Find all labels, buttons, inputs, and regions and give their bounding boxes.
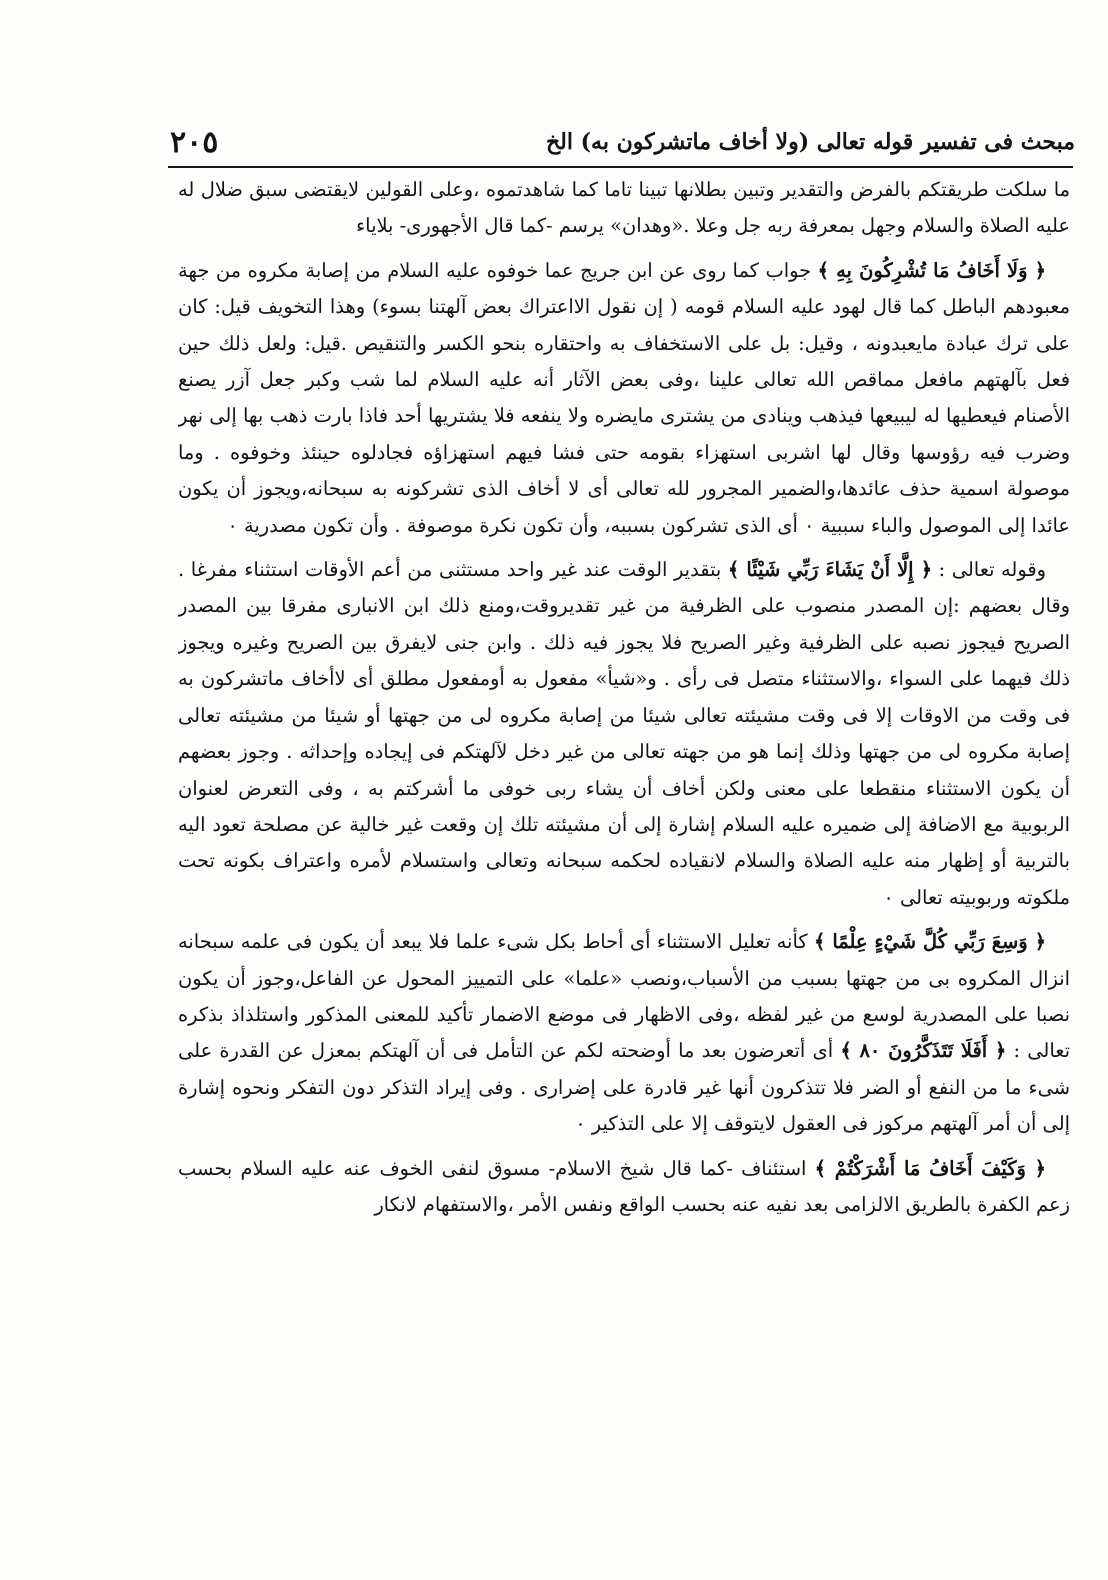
paragraph-text: استئناف -كما قال شيخ الاسلام- مسوق لنفى الخوف عنه عليه السلام بحسب زعم الكفرة بالطريق الالزامى بعد نفيه عنه بحسب الواقع ونفس الأمر ،والاستفهام لانكار (178, 1156, 1070, 1216)
paragraph-verse-commentary (178, 1151, 1070, 1224)
body-text (178, 172, 1070, 1552)
paragraph-text: كأنه تعليل الاستثناء أى أحاط بكل شىء علما فلا يبعد أن يكون فى علمه سبحانه انزال المكروه بى من جهتها بسبب من الأسباب،ونصب «علما» على التمييز المحول عن الفاعل،وجوز أن يكون نصبا على المصدرية لوسع من غير لفظه ،وفى الاظهار فى موضع الاضمار تأكيد للمعنى المذكور واستلذاذ بذكره تعالى : (178, 930, 1070, 1063)
quran-verse-quote: ﴿ وَلَا أَخَافُ مَا تُشْرِكُونَ بِهِ ﴾ (817, 258, 1046, 282)
paragraph-continuation (178, 172, 1070, 245)
quran-verse-quote: ﴿ أَفَلَا تَتَذَكَّرُونَ ٨٠ ﴾ (840, 1039, 1007, 1063)
paragraph-text: أى أتعرضون بعد ما أوضحته لكم عن التأمل فى أن آلهتكم بمعزل عن القدرة على شىء ما من النفع أو الضر فلا تتذكرون أنها غير قادرة على إضرارى . وفى إيراد التذكر دون التفكر ونحوه إشارة إلى أن أمر آلهتهم مركوز فى العقول لايتوقف إلا على التذكير ٠ (178, 1039, 1070, 1136)
running-head (170, 118, 1075, 166)
paragraph-verse-commentary (178, 253, 1070, 544)
paragraph-verse-commentary (178, 552, 1070, 916)
quran-verse-quote: ﴿ إِلَّا أَنْ يَشَاءَ رَبِّي شَيْئًا ﴾ (727, 558, 933, 582)
paragraph-text: ما سلكت طريقتكم بالفرض والتقدير وتبين بطلانها تبينا تاما كما شاهدتموه ،وعلى القولين لايقتضى سبق ضلال له عليه الصلاة والسلام وجهل بمعرفة ربه جل وعلا .«وهدان» يرسم -كما قال الأجهورى- بلاياء (178, 178, 1070, 238)
paragraph-lead: وقوله تعالى : (932, 558, 1046, 582)
header-rule (168, 166, 1073, 168)
quran-verse-quote: ﴿ وَكَيْفَ أَخَافُ مَا أَشْرَكْتُمْ ﴾ (814, 1156, 1046, 1180)
page-number: ٢٠٥ (170, 124, 219, 160)
paragraph-text: بتقدير الوقت عند غير واحد مستثنى من أعم الأوقات استثناء مفرغا . وقال بعضهم :إن المصدر منصوب على الظرفية من غير تقديروقت،ومنع ذلك ابن الانبارى مفرقا بين المصدر الصريح فيجوز نصبه على الظرفية وغير الصريح فلا يجوز فيه ذلك . وابن جنى لايفرق بين الصريح وغيره ويجوز ذلك فيهما على السواء ،والاستثناء متصل فى رأى . و«شيأ» مفعول به أومفعول مطلق أى لاأخاف ماتشركون به فى وقت من الاوقات إلا فى وقت مشيئته تعالى شيئا من إصابة مكروه لى من جهتها أو شيئا من مشيئته تعالى إصابة مكروه لى من جهتها وذلك إنما هو من جهته تعالى من غير دخل لآلهتكم فى إيجاده وإحداثه . وجوز بعضهم أن يكون الاستثناء منقطعا على معنى ولكن أخاف أن يشاء ربى خوفى ما أشركتم به ، وفى التعرض لعنوان الربوبية مع الاضافة إلى ضميره عليه السلام إشارة إلى أن مشيئته تلك إن وقعت غير خالية عن مصلحة تعود اليه بالتربية أو إظهار منه عليه الصلاة والسلام لانقياده لحكمه سبحانه وتعالى واستسلام لأمره واعتراف بكونه تحت ملكوته وربوبيته تعالى ٠ (178, 558, 1070, 909)
paragraph-text: جواب كما روى عن ابن جريج عما خوفوه عليه السلام من إصابة مكروه من جهة معبودهم الباطل كما قال لهود عليه السلام قومه ( إن نقول الااعتراك بعض آلهتنا بسوء) وهذا التخويف قيل: كان على ترك عبادة مايعبدونه ، وقيل: بل على الاستخفاف به واحتقاره بنحو الكسر والتنقيص .قيل: ولعل ذلك حين فعل بآلهتهم مافعل مماقص الله تعالى علينا ،وفى بعض الآثار أنه عليه السلام لما شب وكبر جعل آزر يصنع الأصنام فيعطيها له ليبيعها فيذهب وينادى من يشترى مايضره ولا ينفعه فلا يشتريها أحد فاذا بارت ذهب بها إلى نهر وضرب فيه رؤوسها وقال لها اشربى استهزاء بقومه حتى فشا فيهم استهزاؤه فجادلوه حينئذ وخوفوه . وما موصولة اسمية حذف عائدها،والضمير المجرور لله تعالى أى لا أخاف الذى تشركونه به سبحانه،ويجوز أن يكون عائدا إلى الموصول والباء سببية ٠ أى الذى تشركون بسببه، وأن تكون نكرة موصوفة . وأن تكون مصدرية ٠ (178, 258, 1070, 537)
quran-verse-quote: ﴿ وَسِعَ رَبِّي كُلَّ شَيْءٍ عِلْمًا ﴾ (813, 930, 1046, 954)
running-head-title: مبحث فى تفسير قوله تعالى (ولا أخاف ماتشركون به) الخ (545, 129, 1075, 155)
paragraph-verse-commentary (178, 924, 1070, 1142)
